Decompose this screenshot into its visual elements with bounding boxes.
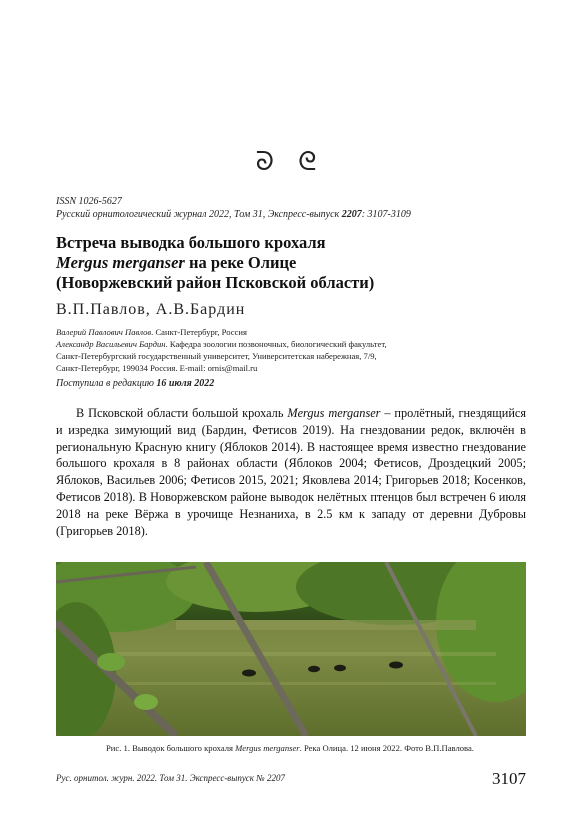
article-title [56, 233, 526, 293]
title-line-2-rest: на реке Олице [184, 253, 297, 272]
affiliation-2 [56, 338, 526, 350]
author-1-place: . Санкт-Петербург, Россия [151, 327, 247, 337]
body-species: Mergus merganser [287, 406, 381, 420]
journal-citation [56, 208, 526, 221]
journal-ornament: ᘐ ᘓ [255, 147, 325, 177]
page-range: : 3107-3109 [361, 209, 411, 220]
author-2-dept: . Кафедра зоологии позвоночных, биологический факультет, [165, 339, 387, 349]
received-label: Поступила в редакцию [56, 378, 157, 389]
authors: В.П.Павлов, А.В.Бардин [56, 301, 246, 318]
caption-rest: . Река Олица. 12 июня 2022. Фото В.П.Павлова. [299, 743, 474, 753]
figure-caption [0, 743, 580, 753]
figure-photo [56, 562, 526, 736]
affiliation-1 [56, 326, 526, 338]
issue-number: 2207 [341, 209, 362, 220]
author-2-name: Александр Васильевич Бардин [56, 339, 166, 349]
caption-start: Рис. 1. Выводок большого крохаля [106, 743, 236, 753]
title-line-3: (Новоржевский район Псковской области) [56, 273, 375, 292]
river-photo-illustration [56, 562, 526, 736]
footer-citation: Рус. орнитол. журн. 2022. Том 31. Экспресс-выпуск № 2207 [56, 773, 285, 783]
page-footer [56, 769, 526, 791]
title-species: Mergus merganser [56, 253, 185, 272]
page-number: 3107 [492, 769, 526, 788]
body-start: В Псковской области большой крохаль [76, 406, 288, 420]
author-1-name: Валерий Павлович Павлов [56, 327, 152, 337]
affiliation-2-address: Санкт-Петербург, 199034 Россия. E-mail: ornis@mail.ru [56, 363, 258, 373]
received-date-value: 16 июля 2022 [156, 378, 215, 389]
journal-header [56, 195, 526, 221]
body-rest: – пролётный, гнездящийся и изредка зимующий вид (Бардин, Фетисов 2019). На гнездовании редок, включён в региональную Красную книгу (Яблоков 2014). В настоящее время известно гнездование большого крохаля в 8 районах области (Яблоков 2004; Фетисов, Дроздецкий 2005; Яблоков, Васильев 2006; Фетисов 2015, 2021; Яковлева 2014; Григорьев 2018; Косенков, Фетисов 2018). В Новоржевском районе выводок нелётных птенцов был встречен 6 июля 2018 на реке Вёржа в урочище Незнаниха, в 2.5 км к западу от деревни Дубровы (Григорьев 2018). [56, 406, 527, 538]
body-paragraph [56, 405, 526, 539]
received-date [56, 378, 214, 389]
journal-name: Русский орнитологический журнал 2022, Том 31, Экспресс-выпуск [56, 209, 342, 220]
affiliation-2-univ: Санкт-Петербургский государственный университет, Университетская набережная, 7/9, [56, 351, 377, 361]
caption-species: Mergus merganser [235, 743, 300, 753]
issn: ISSN 1026-5627 [56, 196, 122, 207]
affiliations [56, 326, 526, 374]
title-line-2 [56, 253, 526, 273]
title-line-1: Встреча выводка большого крохаля [56, 233, 326, 252]
